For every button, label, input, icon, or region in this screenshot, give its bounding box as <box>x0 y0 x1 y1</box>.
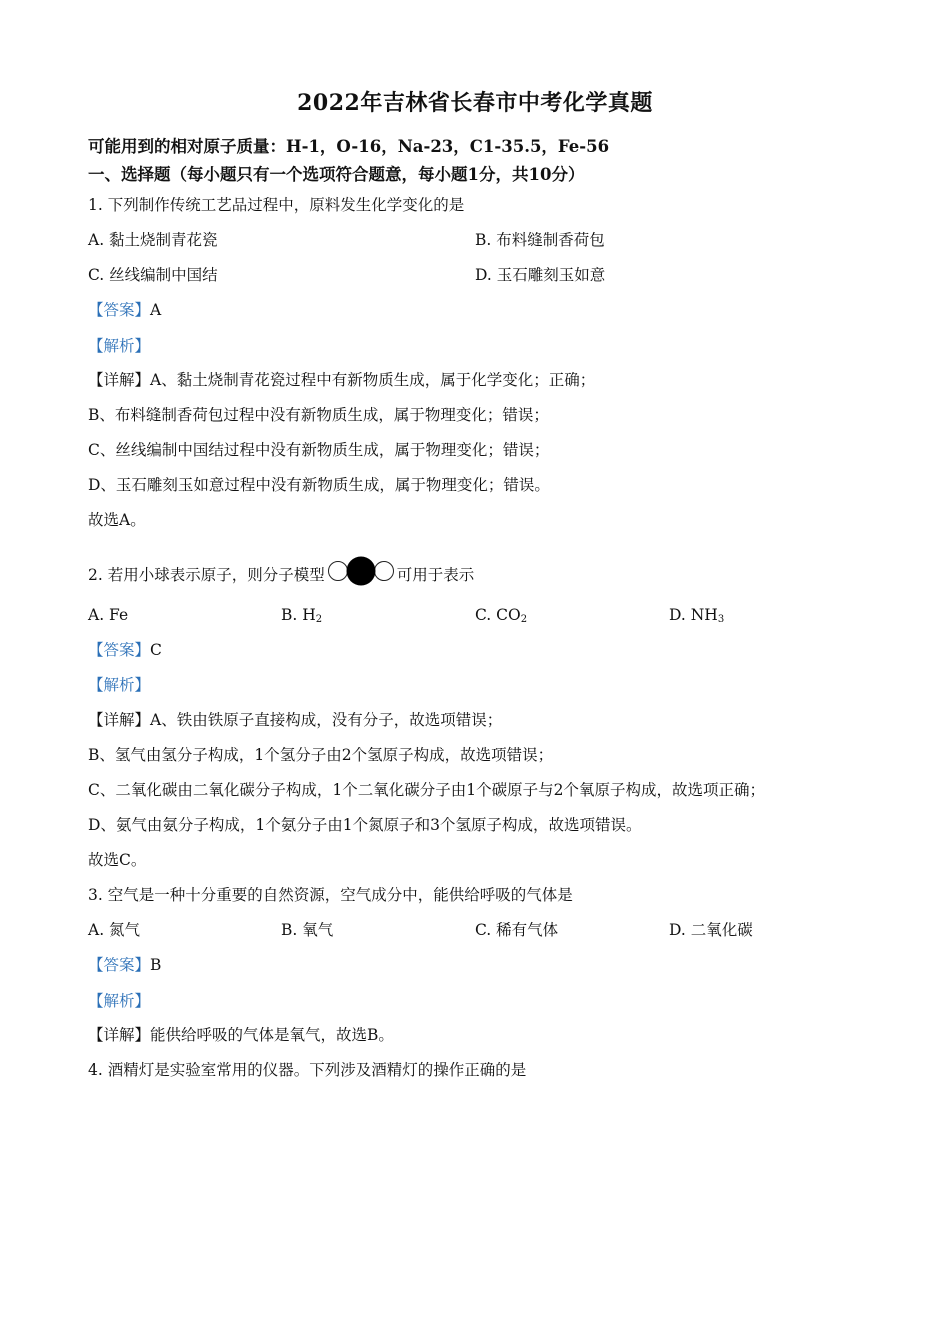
q1-detail-text-1: A、黏土烧制青花瓷过程中有新物质生成，属于化学变化；正确； <box>150 371 596 389</box>
analysis-tag: 【解析】 <box>88 992 151 1010</box>
q1-analysis-line <box>88 335 150 357</box>
q2-detail-line-2: B、氢气由氢分子构成，1个氢分子由2个氢原子构成，故选项错误； <box>88 746 554 764</box>
q3-stem: 3. 空气是一种十分重要的自然资源，空气成分中，能供给呼吸的气体是 <box>88 886 573 904</box>
q2-option-b <box>281 604 322 631</box>
q3-answer-line <box>88 954 161 976</box>
q2-option-d-text: D. NH <box>669 606 718 624</box>
answer-tag: 【答案】 <box>88 301 151 319</box>
q2-detail-text-1: A、铁由铁原子直接构成，没有分子，故选项错误； <box>150 711 503 729</box>
q3-option-c: C. 稀有气体 <box>475 921 559 939</box>
q3-detail-text: 能供给呼吸的气体是氧气，故选B。 <box>150 1026 394 1044</box>
q1-detail-line-3: C、丝线编制中国结过程中没有新物质生成，属于物理变化；错误； <box>88 441 550 459</box>
detail-tag: 【详解】 <box>88 371 151 389</box>
q1-detail-line-1 <box>88 369 595 391</box>
q1-detail-line-4: D、玉石雕刻玉如意过程中没有新物质生成，属于物理变化；错误。 <box>88 476 550 494</box>
analysis-tag: 【解析】 <box>88 337 151 355</box>
q2-option-a-text: A. Fe <box>88 606 129 624</box>
q2-option-c <box>475 604 527 631</box>
q2-stem-before: 2. 若用小球表示原子，则分子模型 <box>88 566 325 584</box>
q2-option-d-sub: 3 <box>717 614 725 625</box>
answer-tag: 【答案】 <box>88 956 151 974</box>
q2-detail-line-1 <box>88 709 502 731</box>
q1-option-b: B. 布料缝制香荷包 <box>475 231 605 249</box>
molecule-model-figure <box>327 556 395 588</box>
q2-option-b-sub: 2 <box>315 614 323 625</box>
q1-option-d: D. 玉石雕刻玉如意 <box>475 266 606 284</box>
q1-stem: 1. 下列制作传统工艺品过程中，原料发生化学变化的是 <box>88 196 465 214</box>
analysis-tag: 【解析】 <box>88 676 151 694</box>
q1-option-a: A. 黏土烧制青花瓷 <box>88 231 218 249</box>
q2-detail-line-3: C、二氧化碳由二氧化碳分子构成，1个二氧化碳分子由1个碳原子与2个氧原子构成，故选项正确； <box>88 781 765 799</box>
q2-option-b-text: B. H <box>281 606 316 624</box>
q2-conclusion: 故选C。 <box>88 851 147 869</box>
q2-detail-line-4: D、氨气由氨分子构成，1个氨分子由1个氮原子和3个氢原子构成，故选项错误。 <box>88 816 642 834</box>
q3-option-d: D. 二氧化碳 <box>669 921 753 939</box>
page-title: 2022年吉林省长春市中考化学真题 <box>297 90 653 116</box>
q2-option-a <box>88 604 128 631</box>
q2-option-c-text: C. CO <box>475 606 521 624</box>
q4-stem: 4. 酒精灯是实验室常用的仪器。下列涉及酒精灯的操作正确的是 <box>88 1061 527 1079</box>
q1-answer: A <box>150 301 162 319</box>
detail-tag: 【详解】 <box>88 711 151 729</box>
answer-tag: 【答案】 <box>88 641 151 659</box>
q3-option-b: B. 氧气 <box>281 921 334 939</box>
q2-option-c-sub: 2 <box>520 614 528 625</box>
q1-conclusion: 故选A。 <box>88 511 146 529</box>
q2-stem-after: 可用于表示 <box>396 566 475 584</box>
q3-analysis-line <box>88 990 150 1012</box>
q1-answer-line <box>88 299 161 321</box>
q2-answer-line <box>88 639 162 661</box>
section-heading: 一、选择题（每小题只有一个选项符合题意，每小题1分，共10分） <box>88 165 585 184</box>
detail-tag: 【详解】 <box>88 1026 151 1044</box>
q1-option-c: C. 丝线编制中国结 <box>88 266 218 284</box>
q2-analysis-line <box>88 674 150 696</box>
q3-detail-line <box>88 1024 394 1046</box>
q2-answer: C <box>150 641 162 659</box>
q2-stem <box>88 556 474 588</box>
q1-detail-line-2: B、布料缝制香荷包过程中没有新物质生成，属于物理变化；错误； <box>88 406 549 424</box>
q2-option-d <box>669 604 724 631</box>
atomic-masses-line: 可能用到的相对原子质量：H-1，O-16，Na-23，C1-35.5，Fe-56 <box>88 137 610 156</box>
q3-option-a: A. 氮气 <box>88 921 141 939</box>
q3-answer: B <box>150 956 162 974</box>
